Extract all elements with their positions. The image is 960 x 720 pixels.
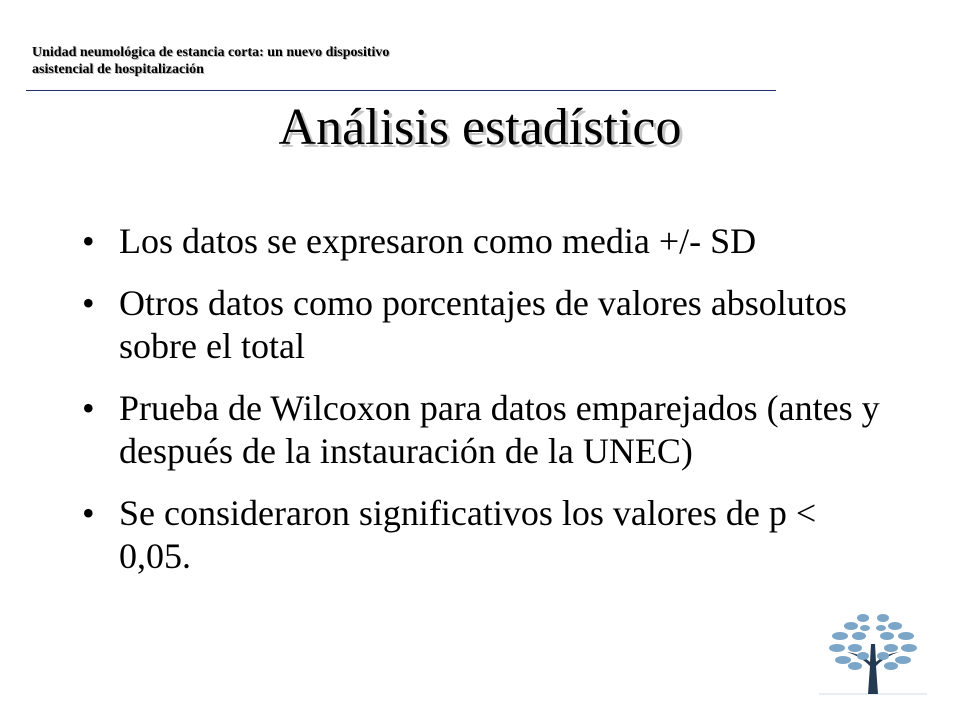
- bullet-dot: •: [82, 221, 95, 261]
- bullet-item: [82, 387, 892, 473]
- header-line-1: Unidad neumológica de estancia corta: un nuevo dispositivo: [32, 45, 390, 60]
- header-line-2: asistencial de hospitalización: [32, 62, 204, 77]
- bullet-item: [82, 220, 892, 263]
- bullet-list: [82, 220, 892, 597]
- bullet-text: Los datos se expresaron como media +/- SD: [119, 221, 757, 261]
- header-divider: [26, 90, 776, 91]
- bullet-dot: •: [82, 388, 95, 428]
- slide-title: Análisis estadístico: [278, 99, 682, 156]
- bullet-text: Prueba de Wilcoxon para datos emparejados (antes y después de la instauración de la UNEC): [119, 388, 880, 471]
- bullet-item: [82, 282, 892, 368]
- bullet-text: Se consideraron significativos los valores de p < 0,05.: [119, 493, 817, 576]
- bullet-text: Otros datos como porcentajes de valores absolutos sobre el total: [119, 283, 847, 366]
- bullet-dot: •: [82, 283, 95, 323]
- bullet-dot: •: [82, 493, 95, 533]
- tree-lungs-icon: [813, 600, 933, 710]
- header-subtitle: [32, 44, 592, 78]
- bullet-item: [82, 492, 892, 578]
